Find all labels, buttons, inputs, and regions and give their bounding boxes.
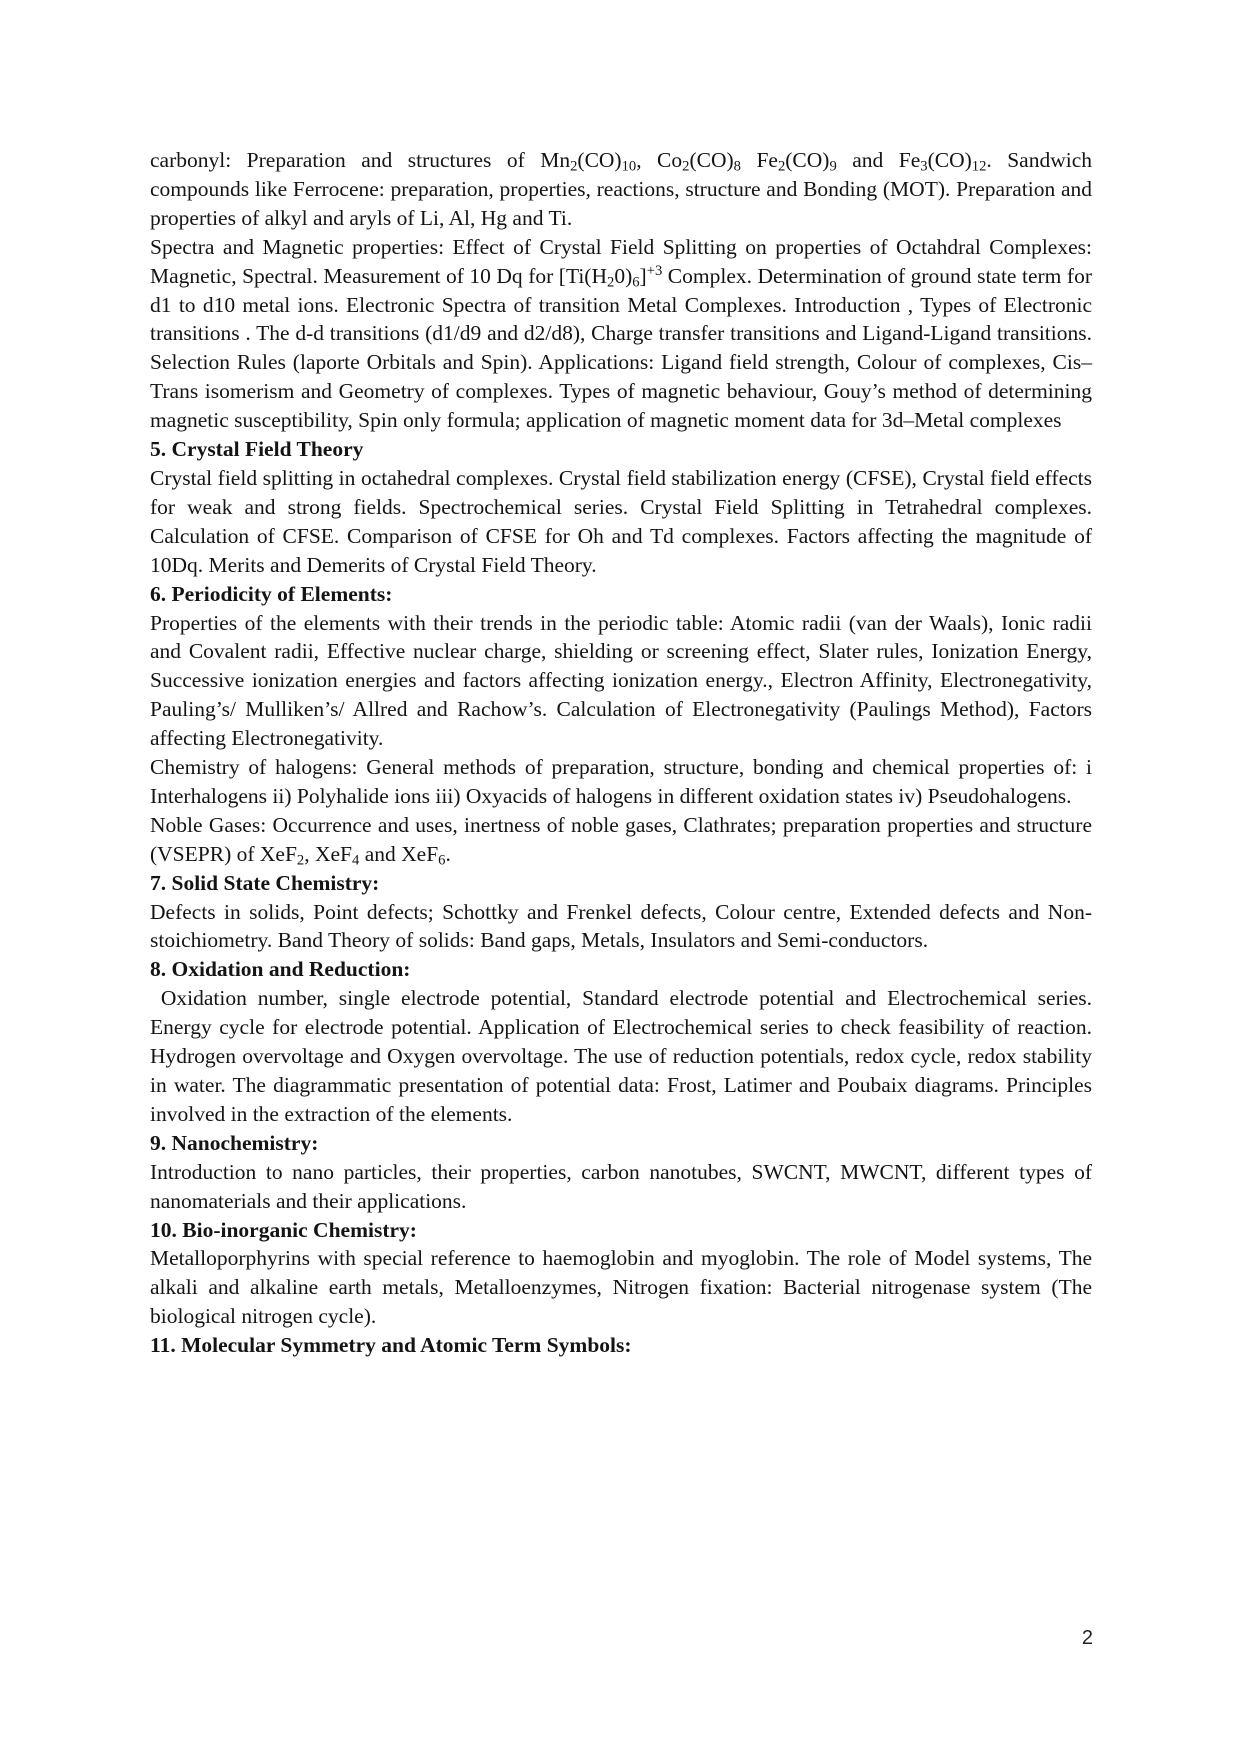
spectra-paragraph: Spectra and Magnetic properties: Effect of Crystal Field Splitting on properties of Octahdral Complexes: Magnetic, Spectral. Measurement of 10 Dq for $[Ti(H_20)_6]^{+3}$ Complex. Determination of ground state term for d1 to d10 metal ions. Electronic Spectra of transition Metal Complexes. Introduction , Types of Electronic transitions . The d-d transitions (d1/d9 and d2/d8), Charge transfer transitions and Ligand-Ligand transitions. Selection Rules (laporte Orbitals and Spin). Applications: Ligand field strength, Colour of complexes, Cis–Trans isomerism and Geometry of complexes. Types of magnetic behaviour, Gouy’s method of determining magnetic susceptibility, Spin only formula; application of magnetic moment data for 3d–Metal complexes <box>150 234 1092 433</box>
section-5-body: Crystal field splitting in octahedral complexes. Crystal field stabilization energy (CFSE), Crystal field effects for weak and strong fields. Spectrochemical series. Crystal Field Splitting in Tetrahedral complexes. Calculation of CFSE. Comparison of CFSE for Oh and Td complexes. Factors affecting the magnitude of 10Dq. Merits and Demerits of Crystal Field Theory. <box>150 465 1092 577</box>
section-9-heading: 9. Nanochemistry: <box>150 1130 319 1155</box>
section-6-halogens: Chemistry of halogens: General methods of preparation, structure, bonding and chemical properties of: i Interhalogens ii) Polyhalide ions iii) Oxyacids of halogens in different oxidation states iv) Pseudohalogens. <box>150 755 1092 808</box>
section-10-heading: 10. Bio-inorganic Chemistry: <box>150 1217 417 1242</box>
section-6-heading: 6. Periodicity of Elements: <box>150 581 393 606</box>
section-7-body: Defects in solids, Point defects; Schottky and Frenkel defects, Colour centre, Extended defects and Non-stoichiometry. Band Theory of solids: Band gaps, Metals, Insulators and Semi-conductors. <box>150 899 1092 953</box>
section-8-body: Oxidation number, single electrode potential, Standard electrode potential and Electrochemical series. Energy cycle for electrode potential. Application of Electrochemical series to check feasibility of reaction. Hydrogen overvoltage and Oxygen overvoltage. The use of reduction potentials, redox cycle, redox stability in water. The diagrammatic presentation of potential data: Frost, Latimer and Poubaix diagrams. Principles involved in the extraction of the elements. <box>150 986 1098 1126</box>
section-8-heading: 8. Oxidation and Reduction: <box>150 957 411 982</box>
section-7-heading: 7. Solid State Chemistry: <box>150 870 380 895</box>
section-11-heading: 11. Molecular Symmetry and Atomic Term Symbols: <box>150 1333 632 1358</box>
section-6-properties: Properties of the elements with their trends in the periodic table: Atomic radii (van der Waals), Ionic radii and Covalent radii, Effective nuclear charge, shielding or screening effect, Slater rules, Ionization Energy, Successive ionization energies and factors affecting ionization energy., Electron Affinity, Electronegativity, Pauling’s/ Mulliken’s/ Allred and Rachow’s. Calculation of Electronegativity (Paulings Method), Factors affecting Electronegativity. <box>150 610 1092 751</box>
section-5-heading: 5. Crystal Field Theory <box>150 437 364 462</box>
page-number: 2 <box>1081 1627 1093 1649</box>
section-9-body: Introduction to nano particles, their properties, carbon nanotubes, SWCNT, MWCNT, different types of nanomaterials and their applications. <box>150 1159 1092 1213</box>
section-6-noble-gases: Noble Gases: Occurrence and uses, inertness of noble gases, Clathrates; preparation properties and structure (VSEPR) of XeF$_2$, XeF$_4$ and XeF$_6$. <box>150 812 1092 869</box>
section-10-body: Metalloporphyrins with special reference to haemoglobin and myoglobin. The role of Model systems, The alkali and alkaline earth metals, Metalloenzymes, Nitrogen fixation: Bacterial nitrogenase system (The biological nitrogen cycle). <box>150 1246 1092 1329</box>
document-page <box>150 146 1098 1360</box>
carbonyl-paragraph: carbonyl: Preparation and structures of $Mn_2(CO)_{10}$, $Co_2(CO)_8$ $Fe_2(CO)_9$ and $Fe_3(CO)_{12}$. Sandwich compounds like Ferrocene: preparation, properties, reactions, structure and Bonding (MOT). Preparation and properties of alkyl and aryls of Li, Al, Hg and Ti. <box>150 148 1093 230</box>
